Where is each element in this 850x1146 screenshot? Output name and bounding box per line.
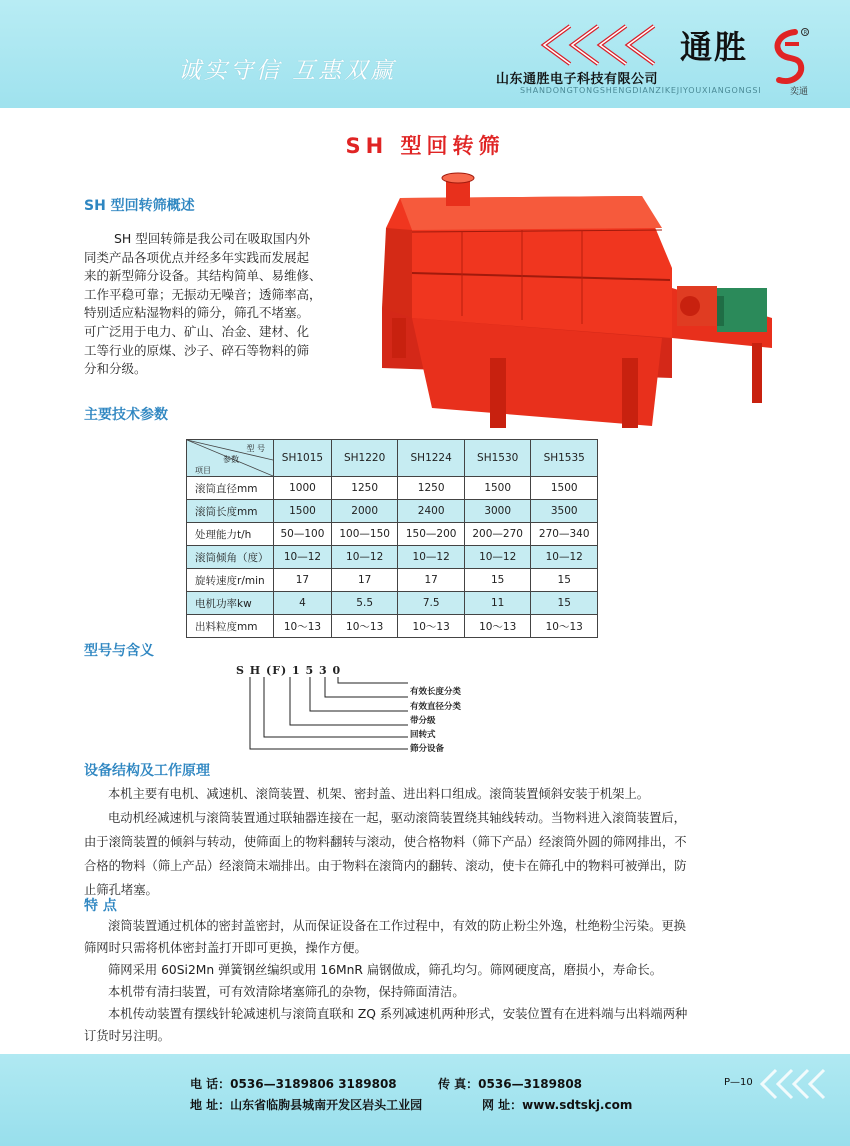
code-label: 筛分设备	[410, 744, 445, 754]
structure-heading: 设备结构及工作原理	[84, 763, 210, 779]
table-cell: 10～13	[398, 615, 465, 638]
structure-line: 电动机经减速机与滚筒装置通过联轴器连接在一起，驱动滚筒装置绕其轴线转动。当物料进入滚筒装置后，	[108, 811, 686, 825]
table-cell: 11	[464, 592, 531, 615]
table-cell: 50—100	[274, 523, 332, 546]
features-text	[84, 915, 784, 1047]
spec-table	[186, 439, 598, 638]
overview-line: 特别适应粘湿物料的筛分，筛孔不堵塞。	[84, 305, 310, 321]
table-cell: 2000	[331, 500, 398, 523]
rotary-screen-machine-image	[372, 168, 782, 438]
table-row	[187, 592, 598, 615]
features-heading: 特 点	[84, 898, 117, 914]
table-cell: 4	[274, 592, 332, 615]
row-label: 旋转速度r/min	[187, 569, 274, 592]
table-row	[187, 477, 598, 500]
svg-text:R: R	[803, 30, 808, 36]
model-header: SH1220	[331, 440, 398, 477]
table-cell: 1500	[274, 500, 332, 523]
features-line: 筛网采用 60Si2Mn 弹簧钢丝编织或用 16MnR 扁钢做成，筛孔均匀。筛网硬度高，磨损小，寿命长。	[108, 963, 663, 977]
code-label: 带分级	[410, 716, 436, 726]
footer-website: 网 址：www.sdtskj.com	[482, 1098, 633, 1112]
table-cell: 10～13	[331, 615, 398, 638]
page-number: P—10	[724, 1077, 753, 1088]
footer-address: 地 址：山东省临朐县城南开发区岩头工业园	[190, 1098, 423, 1112]
model-meaning-heading: 型号与含义	[84, 643, 154, 659]
table-cell: 150—200	[398, 523, 465, 546]
model-header: SH1224	[398, 440, 465, 477]
table-cell: 7.5	[398, 592, 465, 615]
specs-heading: 主要技术参数	[84, 407, 168, 423]
corner-param-label: 参数	[223, 455, 239, 464]
logo-label: 奕通	[790, 87, 809, 97]
footer-fax: 传 真：0536—3189808	[438, 1077, 583, 1091]
row-label: 处理能力t/h	[187, 523, 274, 546]
overview-line: 同类产品各项优点并经多年实践而发展起	[84, 249, 310, 265]
model-header: SH1015	[274, 440, 332, 477]
table-cell: 10—12	[398, 546, 465, 569]
table-row	[187, 523, 598, 546]
overview-line: 工作平稳可靠；无振动无噪音；透筛率高，	[84, 286, 322, 302]
features-line: 滚筒装置通过机体的密封盖密封，从而保证设备在工作过程中，有效的防止粉尘外逸，杜绝粉尘污染。更换	[108, 919, 686, 933]
table-cell: 15	[464, 569, 531, 592]
table-cell: 17	[331, 569, 398, 592]
code-label: 有效长度分类	[410, 687, 462, 697]
table-cell: 10—12	[531, 546, 598, 569]
overview-heading: SH 型回转筛概述	[84, 198, 195, 214]
overview-line: 可广泛用于电力、矿山、冶金、建材、化	[84, 323, 310, 339]
table-cell: 1500	[464, 477, 531, 500]
structure-line: 合格的物料（筛上产品）经滚筒末端排出。由于物料在滚筒内的翻转、滚动，使卡在筛孔中的物料可被弹出，防	[84, 859, 687, 873]
table-cell: 1000	[274, 477, 332, 500]
table-cell: 10～13	[464, 615, 531, 638]
table-cell: 100—150	[331, 523, 398, 546]
structure-line: 本机主要有电机、减速机、滚筒装置、机架、密封盖、进出料口组成。滚筒装置倾斜安装于机架上。	[108, 787, 650, 801]
table-cell: 10—12	[464, 546, 531, 569]
table-cell: 10～13	[274, 615, 332, 638]
table-header-row	[187, 440, 598, 477]
overview-line: 来的新型筛分设备。其结构简单、易维修、	[84, 268, 322, 284]
row-label: 滚筒倾角（度）	[187, 546, 274, 569]
table-cell: 10～13	[531, 615, 598, 638]
overview-line: SH 型回转筛是我公司在吸取国内外	[114, 231, 311, 246]
footer-phone: 电 话：0536—3189806 3189808	[190, 1077, 397, 1091]
table-cell: 15	[531, 569, 598, 592]
structure-line: 止筛孔堵塞。	[84, 883, 158, 897]
page-title: SH 型回转筛	[345, 134, 505, 158]
features-line: 订货时另注明。	[84, 1029, 171, 1043]
company-name-cn: 山东通胜电子科技有限公司	[496, 72, 659, 87]
model-code: S H (F) 1 5 3 0	[236, 664, 342, 677]
table-cell: 10—12	[331, 546, 398, 569]
row-label: 滚筒长度mm	[187, 500, 274, 523]
table-row	[187, 615, 598, 638]
row-label: 出料粒度mm	[187, 615, 274, 638]
table-cell: 1500	[531, 477, 598, 500]
row-label: 电机功率kw	[187, 592, 274, 615]
code-label: 有效直径分类	[410, 702, 462, 712]
chevron-decoration-icon	[530, 22, 680, 68]
overview-line: 工等行业的原煤、沙子、碎石等物料的筛	[84, 342, 310, 358]
table-cell: 15	[531, 592, 598, 615]
table-row	[187, 569, 598, 592]
table-cell: 1250	[398, 477, 465, 500]
table-row	[187, 500, 598, 523]
row-label: 滚筒直径mm	[187, 477, 274, 500]
features-line: 本机带有清扫装置，可有效清除堵塞筛孔的杂物，保持筛面清洁。	[108, 985, 465, 999]
company-logo-icon	[765, 26, 815, 92]
table-cell: 5.5	[331, 592, 398, 615]
table-cell: 17	[398, 569, 465, 592]
table-row	[187, 546, 598, 569]
model-header: SH1535	[531, 440, 598, 477]
slogan: 诚实守信 互惠双赢	[178, 58, 397, 84]
overview-text	[84, 230, 374, 379]
structure-line: 由于滚筒装置的倾斜与转动，使筛面上的物料翻转与滚动，使合格物料（筛下产品）经滚筒外圆的筛网排出，不	[84, 835, 687, 849]
table-cell: 17	[274, 569, 332, 592]
table-corner-cell	[187, 440, 274, 477]
table-cell: 200—270	[464, 523, 531, 546]
table-cell: 270—340	[531, 523, 598, 546]
corner-item-label: 项目	[195, 466, 211, 475]
table-cell: 1250	[331, 477, 398, 500]
table-cell: 2400	[398, 500, 465, 523]
table-cell: 3000	[464, 500, 531, 523]
features-line: 本机传动装置有摆线针轮减速机与滚筒直联和 ZQ 系列减速机两种形式，安装位置有在进料端与出料端两种	[108, 1007, 688, 1021]
brand-name: 通胜	[680, 28, 749, 66]
overview-line: 分和分级。	[84, 361, 147, 377]
model-header: SH1530	[464, 440, 531, 477]
structure-text	[84, 782, 784, 902]
table-cell: 3500	[531, 500, 598, 523]
company-name-en: SHANDONGTONGSHENGDIANZIKEJIYOUXIANGONGSI	[520, 86, 762, 95]
table-cell: 10—12	[274, 546, 332, 569]
features-line: 筛网时只需将机体密封盖打开即可更换，操作方便。	[84, 941, 367, 955]
code-label: 回转式	[410, 730, 436, 740]
corner-model-label: 型 号	[246, 444, 265, 453]
